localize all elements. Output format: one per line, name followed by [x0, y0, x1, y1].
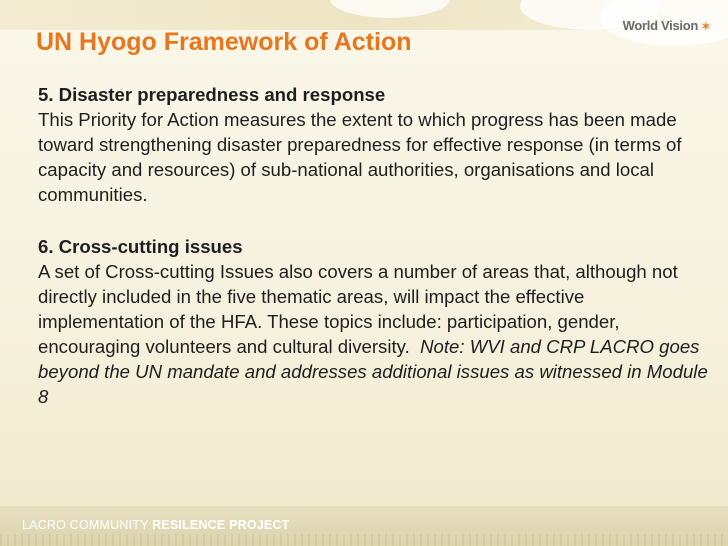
world-vision-logo	[623, 18, 714, 33]
footer-bold: RESILENCE PROJECT	[152, 518, 290, 532]
section-body: This Priority for Action measures the extent to which progress has been made toward strengthening disaster preparedness for effective response (in terms of capacity and resources) of sub-national authorities, organisations and local communities.	[38, 109, 682, 205]
logo-star-icon: ✶	[700, 17, 712, 34]
spacer	[38, 207, 710, 234]
section-body-text: A set of Cross-cutting Issues also covers a number of areas that, although not directly included in the five thematic areas, will impact the effective implementation of the HFA. These topics include: participation, gender, encouraging volunteers and cultural diversity.	[38, 261, 678, 357]
grass-decoration	[0, 534, 728, 546]
section-body	[38, 259, 710, 409]
section-note: Note: WVI and CRP LACRO goes beyond the UN mandate and addresses additional issues as witnessed in Module 8	[38, 336, 708, 407]
section-heading: 6. Cross-cutting issues	[38, 236, 243, 257]
footer-text	[22, 518, 290, 532]
logo-text: World Vision	[622, 18, 698, 33]
footer-prefix: LACRO COMMUNITY	[22, 518, 153, 532]
section-heading: 5. Disaster preparedness and response	[38, 84, 386, 105]
slide-title: UN Hyogo Framework of Action	[36, 28, 412, 56]
slide-content	[38, 82, 710, 409]
